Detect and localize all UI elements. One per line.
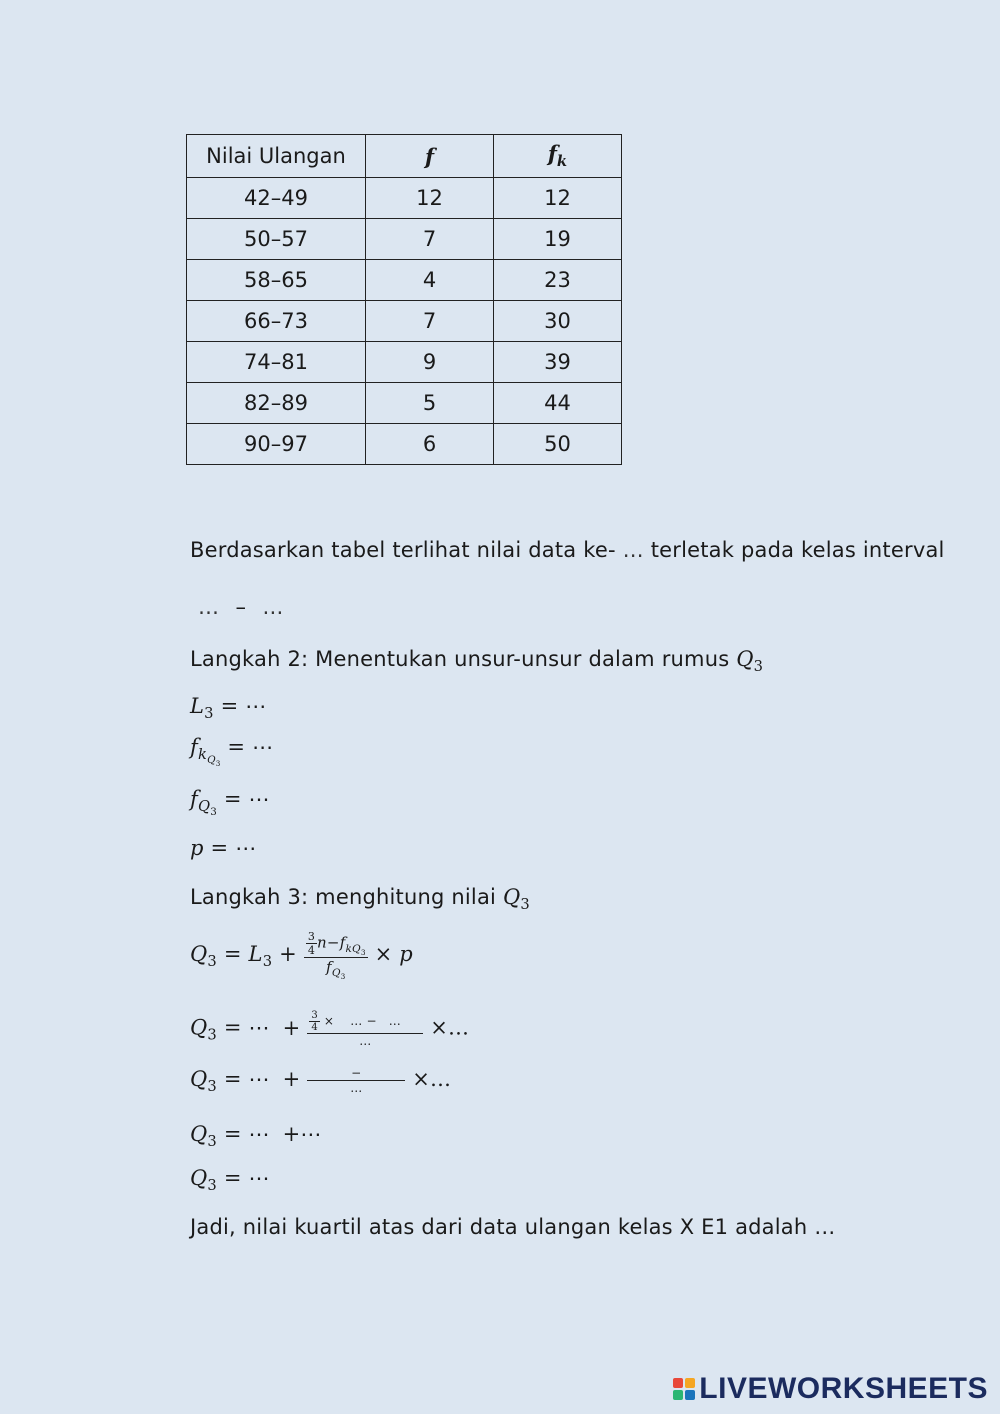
fraction-sub-2: $\frac{-}{\dots}$ [307,1066,405,1095]
cell-frequency: 12 [366,178,494,219]
cell-interval: 90–97 [187,424,366,465]
substitution-line-2: $Q_3$ = ⋯ + $\frac{-}{\dots}$ ×… [190,1066,452,1096]
cell-cumulative-frequency: 23 [494,260,622,301]
logo-square [673,1378,683,1388]
conclusion-text: Jadi, nilai kuartil atas dari data ulangan kelas X E1 adalah … [190,1215,836,1239]
cell-interval: 82–89 [187,383,366,424]
table-row [187,301,622,342]
paragraph-data-position: Berdasarkan tabel terlihat nilai data ke- … terletak pada kelas interval [190,538,945,562]
logo-square [685,1390,695,1400]
table-row [187,260,622,301]
substitution-line-3: $Q_3$ = ⋯ +⋯ [190,1122,322,1151]
cell-cumulative-frequency: 12 [494,178,622,219]
fraction-main: $\frac{3}{4}$ $n-f_{kQ_3}$ $f_{Q_3}$ [304,930,368,981]
table-row [187,424,622,465]
cell-cumulative-frequency: 39 [494,342,622,383]
cell-interval: 66–73 [187,301,366,342]
fraction-sub-1: $\frac{3}{4}$ × … − … … [307,1010,423,1048]
interval-blanks: … – … [198,595,284,619]
cell-cumulative-frequency: 44 [494,383,622,424]
eq-fQ3: $f_{Q_3}$ = ⋯ [190,787,270,819]
blank-data-index: … [622,538,644,562]
table-header-row [187,135,622,178]
cell-frequency: 5 [366,383,494,424]
step2-heading: Langkah 2: Menentukan unsur-unsur dalam rumus $Q_3$ [190,647,764,676]
table-row [187,342,622,383]
logo-square [685,1378,695,1388]
table-row [187,178,622,219]
formula-q3: $Q_3 = L_3$ + $\frac{3}{4}$ $n-f_{kQ_3}$ $f_{Q_3}$ × p [190,930,413,982]
header-f: f [366,135,494,178]
liveworksheets-logo: LIVEWORKSHEETS [673,1372,988,1406]
frequency-table [186,134,622,465]
blank-interval-low: … [198,595,219,619]
cell-frequency: 6 [366,424,494,465]
cell-interval: 42–49 [187,178,366,219]
header-fk: $f_k$ [494,135,622,178]
step3-heading: Langkah 3: menghitung nilai $Q_3$ [190,885,530,914]
cell-cumulative-frequency: 19 [494,219,622,260]
cell-frequency: 7 [366,219,494,260]
blank-interval-high: … [262,595,284,619]
cell-frequency: 9 [366,342,494,383]
cell-interval: 50–57 [187,219,366,260]
substitution-line-1: $Q_3$ = ⋯ + $\frac{3}{4}$ × … − … … ×… [190,1010,470,1048]
logo-square [673,1390,683,1400]
logo-mark-icon [673,1378,695,1400]
eq-L3: $L_3$ = ⋯ [190,694,267,723]
header-nilai-ulangan: Nilai Ulangan [187,135,366,178]
cell-cumulative-frequency: 30 [494,301,622,342]
eq-fkQ3: $f_{k_{Q_3}}$ = ⋯ [190,735,274,769]
cell-cumulative-frequency: 50 [494,424,622,465]
eq-p: p = ⋯ [190,836,257,860]
cell-frequency: 7 [366,301,494,342]
cell-frequency: 4 [366,260,494,301]
cell-interval: 58–65 [187,260,366,301]
substitution-line-4: $Q_3$ = ⋯ [190,1166,270,1195]
table-row [187,383,622,424]
table-row [187,219,622,260]
cell-interval: 74–81 [187,342,366,383]
